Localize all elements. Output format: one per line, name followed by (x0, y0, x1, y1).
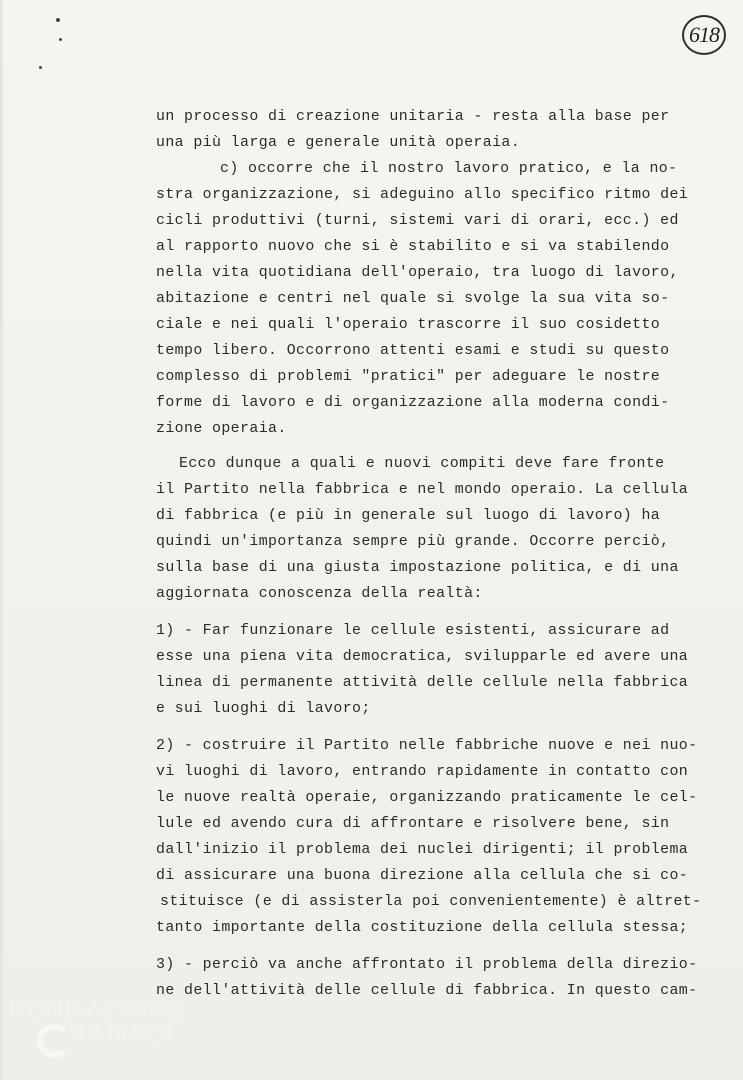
text-line: c) occorre che il nostro lavoro pratico, e la no- (220, 161, 678, 177)
text-line: al rapporto nuovo che si è stabilito e si va stabilendo (156, 239, 670, 255)
text-line: ciale e nei quali l'operaio trascorre il suo cosidetto (156, 317, 661, 333)
text-line: 3) - perciò va anche affrontato il problema della direzio- (156, 957, 698, 973)
text-line: aggiornata conoscenza della realtà: (156, 586, 483, 602)
margin-mark (56, 18, 60, 22)
text-line: e sui luoghi di lavoro; (156, 701, 371, 717)
text-line: stituisce (e di assisterla poi convenientemente) è altret- (160, 894, 702, 910)
text-line: vi luoghi di lavoro, entrando rapidamente in contatto con (156, 764, 689, 780)
margin-mark (59, 38, 62, 41)
text-line: le nuove realtà operaie, organizzando praticamente le cel- (156, 790, 698, 806)
text-line: zione operaia. (156, 421, 287, 437)
typewritten-text (156, 104, 702, 1004)
text-line: 1) - Far funzionare le cellule esistenti, assicurare ad (156, 623, 670, 639)
text-line: cicli produttivi (turni, sistemi vari di orari, ecc.) ed (156, 213, 679, 229)
text-line: stra organizzazione, si adeguino allo specifico ritmo dei (156, 187, 689, 203)
text-line: dall'inizio il problema dei nuclei dirigenti; il problema (156, 842, 689, 858)
text-line: abitazione e centri nel quale si svolge la sua vita so- (156, 291, 670, 307)
text-line: forme di lavoro e di organizzazione alla moderna condi- (156, 395, 670, 411)
page-number-stamp (682, 15, 726, 55)
text-line: di assicurare una buona direzione alla cellula che si co- (156, 868, 689, 884)
margin-mark (39, 66, 42, 69)
text-line: ne dell'attività delle cellule di fabbrica. In questo cam- (156, 983, 698, 999)
text-line: nella vita quotidiana dell'operaio, tra luogo di lavoro, (156, 265, 679, 281)
text-line: esse una piena vita democratica, svilupparle ed avere una (156, 649, 689, 665)
text-line: quindi un'importanza sempre più grande. Occorre perciò, (156, 534, 670, 550)
watermark-line1: FONDAZIONE (9, 996, 185, 1024)
text-line: sulla base di una giusta impostazione politica, e di una (156, 560, 679, 576)
text-line: di fabbrica (e più in generale sul luogo di lavoro) ha (156, 508, 661, 524)
text-line: il Partito nella fabbrica e nel mondo operaio. La cellula (156, 482, 689, 498)
text-line: linea di permanente attività delle cellule nella fabbrica (156, 675, 689, 691)
text-line: Ecco dunque a quali e nuovi compiti deve fare fronte (179, 456, 665, 472)
text-line: 2) - costruire il Partito nelle fabbriche nuove e nei nuo- (156, 738, 698, 754)
text-line: lule ed avendo cura di affrontare e risolvere bene, sin (156, 816, 670, 832)
text-line: un processo di creazione unitaria - resta alla base per (156, 109, 670, 125)
text-line: tanto importante della costituzione della cellula stessa; (156, 920, 689, 936)
page-number: 618 (689, 22, 719, 47)
text-line: complesso di problemi "pratici" per adeguare le nostre (156, 369, 661, 385)
watermark-line2: RAMSCI (69, 1020, 174, 1048)
watermark-g-icon (37, 1024, 71, 1058)
text-line: una più larga e generale unità operaia. (156, 135, 521, 151)
watermark-logo (9, 996, 209, 1066)
text-line: tempo libero. Occorrono attenti esami e studi su questo (156, 343, 670, 359)
